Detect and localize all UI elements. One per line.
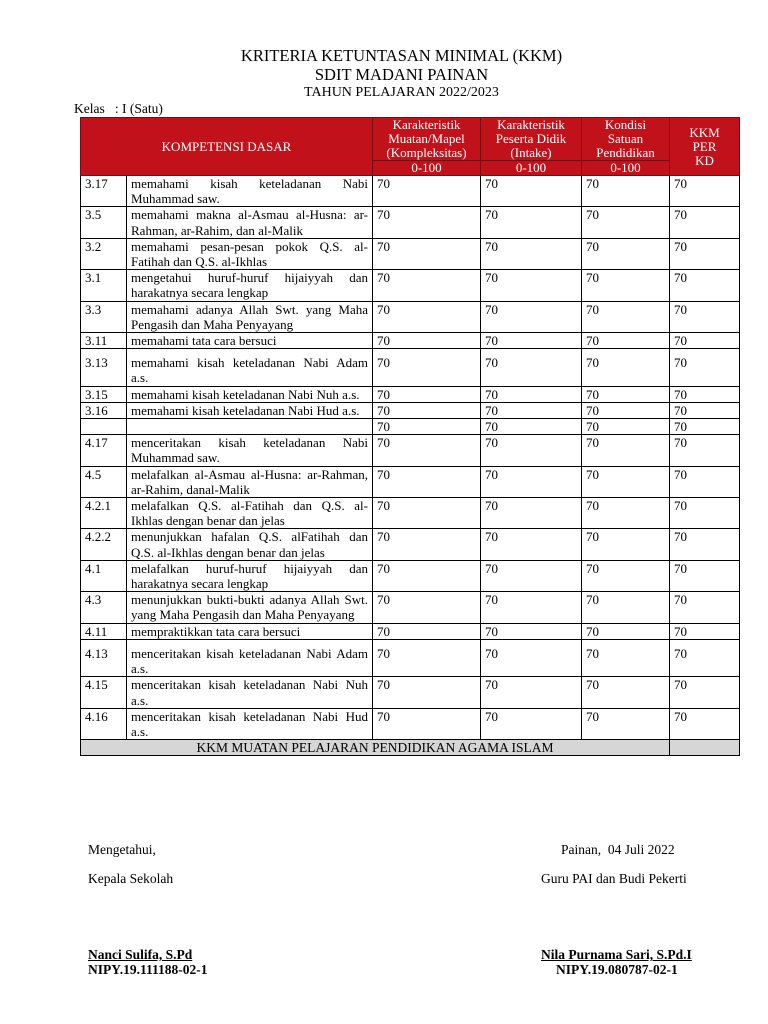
kd-number: 4.5 [81,466,127,497]
value-muatan: 70 [373,639,481,676]
table-row [81,560,740,591]
kd-description: menunjukkan bukti-bukti adanya Allah Swt. yang Maha Pengasih dan Maha Penyayang [127,592,373,623]
kd-number: 3.16 [81,402,127,418]
value-kkm: 70 [670,639,740,676]
table-row [81,419,740,435]
value-muatan: 70 [373,677,481,708]
kd-number: 4.11 [81,623,127,639]
kd-number: 4.16 [81,708,127,739]
table-row [81,677,740,708]
value-kkm: 70 [670,708,740,739]
value-kondisi: 70 [582,238,670,269]
value-kkm: 70 [670,592,740,623]
value-muatan: 70 [373,435,481,466]
value-peserta: 70 [481,301,582,332]
kd-number: 3.3 [81,301,127,332]
table-row [81,301,740,332]
header-muatan: Karakteristik Muatan/Mapel (Kompleksitas) [373,118,481,161]
kd-number [81,419,127,435]
value-kondisi: 70 [582,349,670,386]
value-kkm: 70 [670,207,740,238]
value-muatan: 70 [373,466,481,497]
table-row [81,708,740,739]
kd-number: 4.1 [81,560,127,591]
value-muatan: 70 [373,419,481,435]
value-kkm: 70 [670,623,740,639]
table-row [81,639,740,676]
kd-description: menunjukkan hafalan Q.S. alFatihah dan Q.S. al-Ikhlas dengan benar dan jelas [127,529,373,560]
school-name: SDIT MADANI PAINAN [314,65,489,84]
value-peserta: 70 [481,623,582,639]
value-peserta: 70 [481,270,582,301]
value-peserta: 70 [481,333,582,349]
value-muatan: 70 [373,560,481,591]
value-kondisi: 70 [582,435,670,466]
value-kondisi: 70 [582,529,670,560]
value-kondisi: 70 [582,466,670,497]
value-kondisi: 70 [582,623,670,639]
value-peserta: 70 [481,238,582,269]
value-peserta: 70 [481,498,582,529]
kd-number: 3.2 [81,238,127,269]
value-kkm: 70 [670,333,740,349]
kd-description: melafalkan al-Asmau al-Husna: ar-Rahman, ar-Rahim, danal-Malik [127,466,373,497]
kd-number: 3.17 [81,176,127,207]
footer-value [670,740,740,756]
footer-label: KKM MUATAN PELAJARAN PENDIDIKAN AGAMA ISLAM [81,740,670,756]
kd-description: mempraktikkan tata cara bersuci [127,623,373,639]
value-kkm: 70 [670,560,740,591]
value-muatan: 70 [373,592,481,623]
table-row [81,529,740,560]
kkm-table-body [81,176,740,740]
kd-number: 4.2.1 [81,498,127,529]
value-peserta: 70 [481,176,582,207]
value-kkm: 70 [670,301,740,332]
value-kondisi: 70 [582,176,670,207]
kd-description: menceritakan kisah keteladanan Nabi Muhammad saw. [127,435,373,466]
table-row [81,333,740,349]
value-kkm: 70 [670,498,740,529]
value-peserta: 70 [481,207,582,238]
document-title: KRITERIA KETUNTASAN MINIMAL (KKM) [240,46,563,65]
table-row [81,349,740,386]
value-muatan: 70 [373,498,481,529]
value-peserta: 70 [481,708,582,739]
value-kondisi: 70 [582,402,670,418]
value-kkm: 70 [670,238,740,269]
kd-description: memahami kisah keteladanan Nabi Hud a.s. [127,402,373,418]
value-peserta: 70 [481,419,582,435]
kd-number: 4.3 [81,592,127,623]
table-row [81,466,740,497]
value-kondisi: 70 [582,386,670,402]
value-peserta: 70 [481,466,582,497]
value-kkm: 70 [670,176,740,207]
kd-description: menceritakan kisah keteladanan Nabi Hud a.s. [127,708,373,739]
value-kondisi: 70 [582,560,670,591]
class-label: Kelas [74,101,105,116]
table-row [81,270,740,301]
kd-number: 3.5 [81,207,127,238]
value-muatan: 70 [373,349,481,386]
kd-description: mengetahui huruf-huruf hijaiyyah dan harakatnya secara lengkap [127,270,373,301]
kd-description: menceritakan kisah keteladanan Nabi Adam a.s. [127,639,373,676]
value-peserta: 70 [481,677,582,708]
kd-description: memahami pesan-pesan pokok Q.S. al-Fatihah dan Q.S. al-Ikhlas [127,238,373,269]
value-peserta: 70 [481,386,582,402]
header-peserta: Karakteristik Peserta Didik (Intake) [481,118,582,161]
header-kondisi: Kondisi Satuan Pendidikan [582,118,670,161]
mengetahui-label: Mengetahui, [88,842,156,857]
value-kondisi: 70 [582,677,670,708]
place-date: Painan, 04 Juli 2022 [561,842,675,857]
value-muatan: 70 [373,333,481,349]
value-peserta: 70 [481,529,582,560]
value-peserta: 70 [481,560,582,591]
kd-description: melafalkan huruf-huruf hijaiyyah dan harakatnya secara lengkap [127,560,373,591]
principal-nip: NIPY.19.111188-02-1 [88,962,208,977]
value-kondisi: 70 [582,592,670,623]
kd-description: melafalkan Q.S. al-Fatihah dan Q.S. al-Ikhlas dengan benar dan jelas [127,498,373,529]
kd-number: 3.13 [81,349,127,386]
kd-description: memahami makna al-Asmau al-Husna: ar-Rahman, ar-Rahim, dan al-Malik [127,207,373,238]
table-row [81,386,740,402]
header-kkm: KKM PER KD [670,118,740,176]
kd-description: menceritakan kisah keteladanan Nabi Nuh a.s. [127,677,373,708]
kd-number: 3.11 [81,333,127,349]
value-peserta: 70 [481,592,582,623]
kd-description: memahami kisah keteladanan Nabi Adam a.s. [127,349,373,386]
range-peserta: 0-100 [481,161,582,176]
table-row [81,623,740,639]
value-peserta: 70 [481,435,582,466]
value-kondisi: 70 [582,301,670,332]
value-muatan: 70 [373,301,481,332]
value-kondisi: 70 [582,333,670,349]
value-kkm: 70 [670,677,740,708]
table-row [81,498,740,529]
kd-number: 3.15 [81,386,127,402]
value-muatan: 70 [373,529,481,560]
principal-title: Kepala Sekolah [88,871,174,886]
value-muatan: 70 [373,238,481,269]
kd-number: 4.2.2 [81,529,127,560]
kd-number: 4.15 [81,677,127,708]
kkm-table [80,117,740,756]
table-row [81,238,740,269]
range-muatan: 0-100 [373,161,481,176]
value-kkm: 70 [670,466,740,497]
value-kkm: 70 [670,402,740,418]
value-kkm: 70 [670,386,740,402]
value-kkm: 70 [670,419,740,435]
value-kondisi: 70 [582,498,670,529]
value-peserta: 70 [481,402,582,418]
kd-description: memahami kisah keteladanan Nabi Muhammad saw. [127,176,373,207]
kd-description: memahami adanya Allah Swt. yang Maha Pengasih dan Maha Penyayang [127,301,373,332]
value-kkm: 70 [670,435,740,466]
teacher-name: Nila Purnama Sari, S.Pd.I [541,947,692,962]
value-muatan: 70 [373,386,481,402]
table-row [81,207,740,238]
value-muatan: 70 [373,623,481,639]
table-row [81,435,740,466]
kd-number: 4.17 [81,435,127,466]
value-muatan: 70 [373,176,481,207]
teacher-title: Guru PAI dan Budi Pekerti [541,871,687,886]
principal-name: Nanci Sulifa, S.Pd [88,947,193,962]
academic-year: TAHUN PELAJARAN 2022/2023 [304,85,499,100]
kd-number: 3.1 [81,270,127,301]
table-row [81,402,740,418]
value-muatan: 70 [373,708,481,739]
table-row [81,592,740,623]
value-kkm: 70 [670,529,740,560]
kd-description: memahami kisah keteladanan Nabi Nuh a.s. [127,386,373,402]
range-kondisi: 0-100 [582,161,670,176]
value-kkm: 70 [670,349,740,386]
value-kondisi: 70 [582,708,670,739]
value-muatan: 70 [373,402,481,418]
class-info [74,101,163,117]
value-peserta: 70 [481,639,582,676]
value-peserta: 70 [481,349,582,386]
kd-description [127,419,373,435]
kd-number: 4.13 [81,639,127,676]
value-muatan: 70 [373,270,481,301]
kd-description: memahami tata cara bersuci [127,333,373,349]
value-kondisi: 70 [582,270,670,301]
value-kkm: 70 [670,270,740,301]
class-value: : I (Satu) [114,101,163,116]
value-kondisi: 70 [582,207,670,238]
value-muatan: 70 [373,207,481,238]
table-row [81,176,740,207]
value-kondisi: 70 [582,639,670,676]
value-kondisi: 70 [582,419,670,435]
teacher-nip: NIPY.19.080787-02-1 [556,962,678,977]
header-kompetensi-dasar: KOMPETENSI DASAR [81,118,373,176]
